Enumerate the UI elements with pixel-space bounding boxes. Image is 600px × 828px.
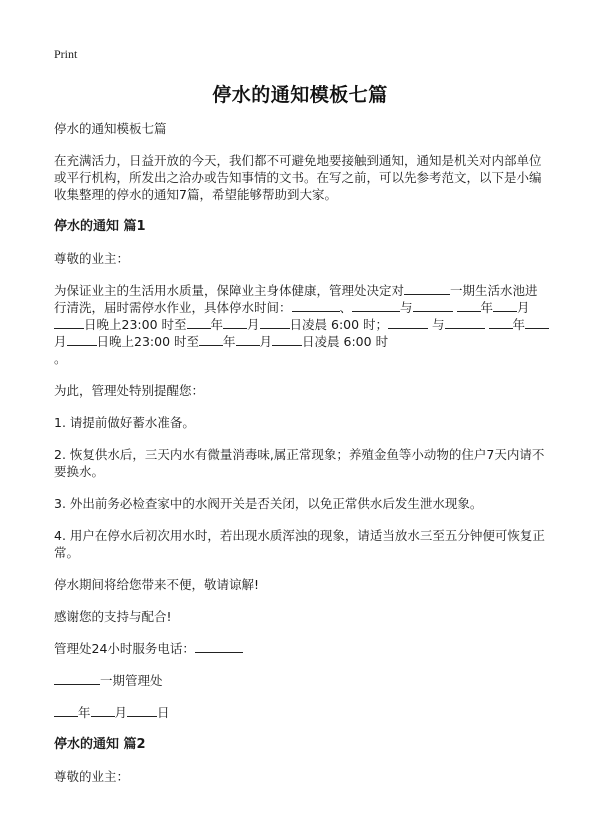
notice2-salutation: 尊敬的业主： [54,769,130,784]
blank-field [489,316,513,329]
time-text: 日晚上23:00 时至 [96,334,200,349]
blank-field [445,316,485,329]
blank-field [91,704,115,717]
month-label: 月 [247,317,260,332]
month-label: 月 [114,705,128,720]
time-text: 日晚上23:00 时至 [84,317,187,332]
blank-field [195,640,243,653]
intro-paragraph: 在充满活力，日益开放的今天，我们都不可避免地要接触到通知，通知是机关对内部单位或平行机构，所发出之洽办或告知事情的文书。在写之前，可以先参考范文，以下是小编收集整理的停水的通知7篇，希望能够帮助到大家。 [54,153,542,202]
day-label: 日 [157,705,170,720]
document-body [54,120,550,800]
month-label: 月 [517,300,530,315]
separator: 与 [400,300,413,315]
thanks-text: 感谢您的支持与配合! [54,609,172,624]
blank-field [54,672,100,685]
list-item: 1. 请提前做好蓄水准备。 [54,415,195,430]
blank-field [352,299,400,312]
blank-field [260,316,290,329]
notice1-salutation: 尊敬的业主： [54,251,130,266]
list-item: 4. 用户在停水后初次用水时，若出现水质浑浊的现象，请适当放水三至五分钟便可恢复正常。 [54,528,545,560]
notice2-heading: 停水的通知 篇2 [54,737,146,752]
blank-field [54,316,84,329]
blank-field [493,299,517,312]
body-text: 一期生活水池进行清洗，届时需停水作业，具体停水时间： [54,283,538,315]
date-line [54,704,550,721]
blank-field [236,333,260,346]
print-link[interactable]: Print [54,47,78,61]
blank-field [67,333,97,346]
blank-field [223,316,247,329]
period: 。 [54,351,67,366]
phone-label: 管理处24小时服务电话： [54,641,195,656]
subtitle: 停水的通知模板七篇 [54,121,167,136]
blank-field [413,299,453,312]
year-label: 年 [78,705,91,720]
month-label: 月 [54,334,67,349]
year-label: 年 [480,300,494,315]
office-line [54,672,550,689]
blank-field [187,316,211,329]
apology-text: 停水期间将给您带来不便，敬请谅解! [54,577,260,592]
blank-field [292,299,340,312]
list-item: 2. 恢复供水后，三天内水有微量消毒味,属正常现象；养殖金鱼等小动物的住户7天内请不要换水。 [54,447,545,479]
year-label: 年 [223,334,236,349]
separator: 、 [339,300,353,315]
phone-line [54,640,550,657]
office-name: 一期管理处 [100,673,163,688]
blank-field [127,704,157,717]
blank-field [272,333,302,346]
blank-field [388,316,428,329]
time-text: 日凌晨 6:00 时 [302,334,389,349]
year-label: 年 [512,317,526,332]
notice1-body [54,282,550,367]
blank-field [457,299,481,312]
blank-field [404,282,450,295]
separator: 与 [432,317,445,332]
notice1-heading: 停水的通知 篇1 [54,219,146,234]
blank-field [199,333,223,346]
year-label: 年 [210,317,224,332]
blank-field [54,704,78,717]
page-title: 停水的通知模板七篇 [212,84,388,106]
month-label: 月 [259,334,273,349]
time-text: 日凌晨 6:00 时； [289,317,389,332]
reminder-text: 为此，管理处特别提醒您： [54,383,205,398]
body-text: 为保证业主的生活用水质量，保障业主身体健康，管理处决定对 [54,283,405,298]
list-item: 3. 外出前务必检查家中的水阀开关是否关闭，以免正常供水后发生泄水现象。 [54,496,483,511]
blank-field [525,316,549,329]
